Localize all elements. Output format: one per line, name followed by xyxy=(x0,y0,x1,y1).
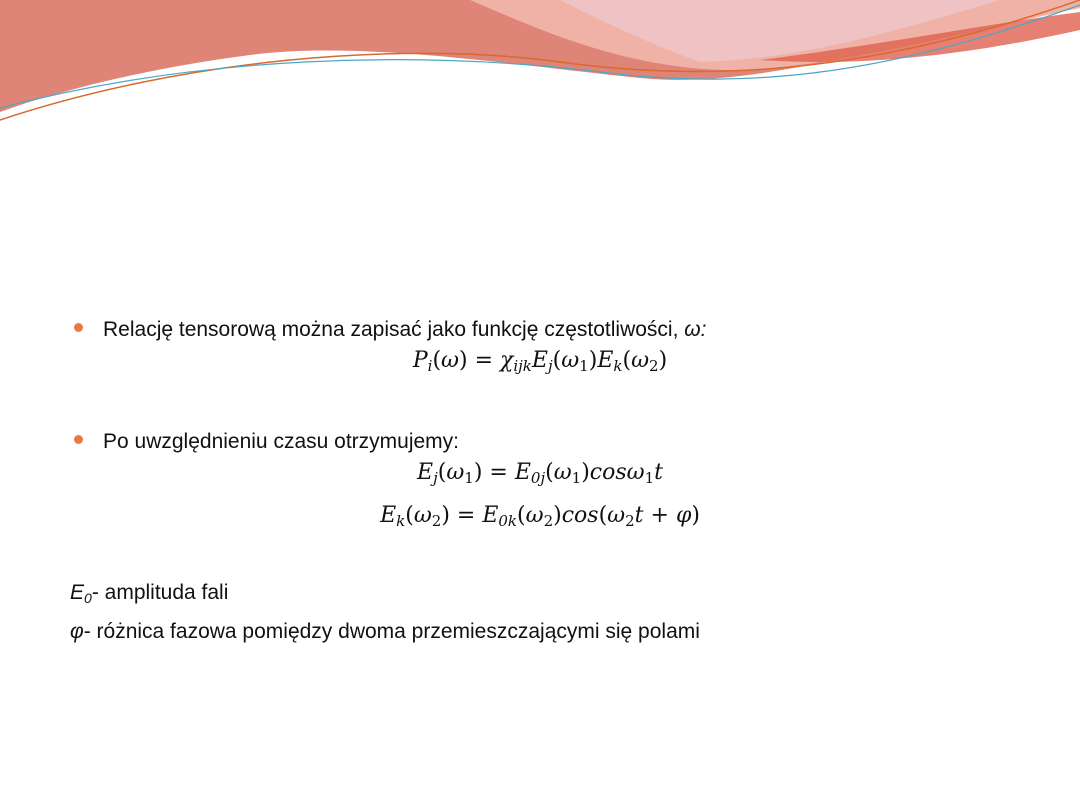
bullet-tail: ω: xyxy=(684,318,707,341)
definition-phase xyxy=(70,620,700,644)
definition-subscript: 0 xyxy=(84,590,92,606)
bullet-item-2 xyxy=(74,430,459,454)
header-wave-decoration xyxy=(0,0,1080,130)
formula-field-ek: $E_k(\omega_2) = E_{0k}(\omega_2)\cos(\omega_2t + \varphi)$ xyxy=(380,503,700,530)
definition-symbol: φ xyxy=(70,620,84,643)
bullet-dot-icon xyxy=(74,435,83,444)
bullet-text: Relację tensorową można zapisać jako funkcję częstotliwości, xyxy=(103,318,685,341)
formula-polarization: $P_i(\omega) = \chi_{ijk}E_j(\omega_1)E_k(\omega_2)$ xyxy=(412,348,668,375)
formula-field-ej: $E_j(\omega_1) = E_{0j}(\omega_1)\cos\omega_1t$ xyxy=(417,460,663,487)
definition-symbol: E xyxy=(70,581,85,604)
bullet-dot-icon xyxy=(74,323,83,332)
definition-text: - różnica fazowa pomiędzy dwoma przemieszczającymi się polami xyxy=(83,620,700,643)
definition-amplitude xyxy=(70,581,228,605)
bullet-item-1 xyxy=(74,318,706,342)
definition-text: - amplituda fali xyxy=(91,581,229,604)
bullet-text: Po uwzględnieniu czasu otrzymujemy: xyxy=(103,430,459,453)
